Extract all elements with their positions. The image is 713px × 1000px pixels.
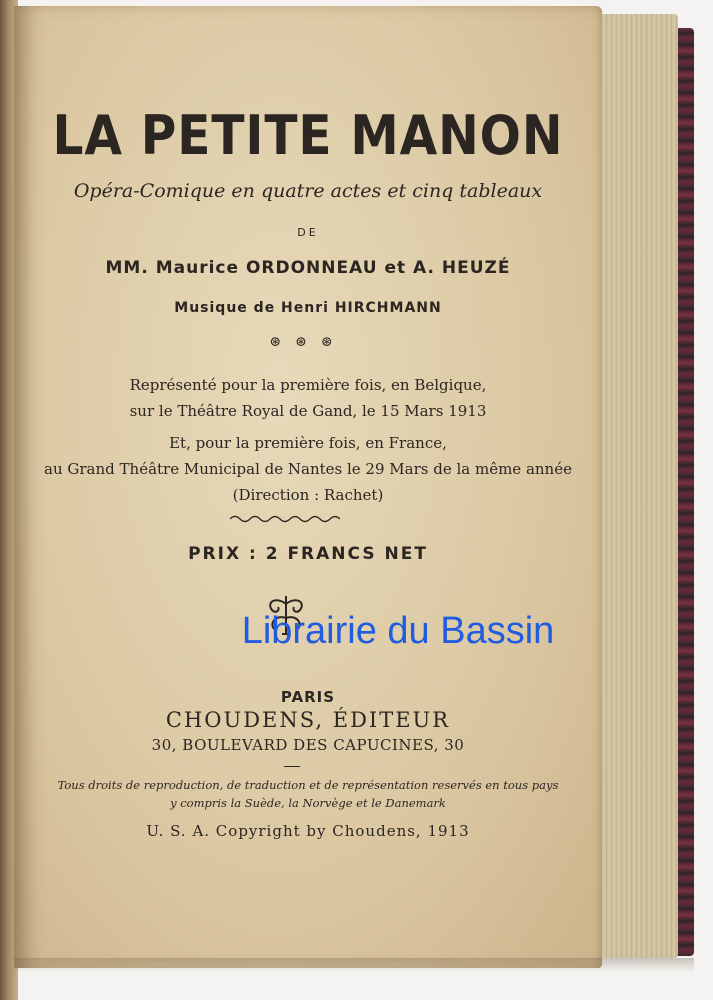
wavy-rule [230, 514, 340, 524]
premiere-line-3: Et, pour la première fois, en France, [169, 434, 447, 452]
book-shadow [14, 958, 694, 972]
page-title: LA PETITE MANON [52, 104, 564, 167]
publisher-name: CHOUDENS, ÉDITEUR [165, 708, 451, 732]
copyright-line: U. S. A. Copyright by Choudens, 1913 [146, 822, 470, 840]
music-credit: Musique de Henri HIRCHMANN [174, 300, 442, 316]
page-stack [598, 14, 678, 958]
ornament-row [14, 334, 602, 350]
premiere-line-5: (Direction : Rachet) [232, 486, 384, 504]
ornament-icon: ⊛ [295, 334, 321, 350]
divider [284, 766, 300, 767]
publisher-city: PARIS [280, 688, 336, 706]
subtitle: Opéra-Comique en quatre actes et cinq tableaux [73, 180, 543, 202]
watermark: Librairie du Bassin [241, 610, 555, 652]
publisher-address: 30, BOULEVARD DES CAPUCINES, 30 [151, 736, 465, 754]
ornament-icon: ⊛ [320, 334, 347, 350]
price-line: PRIX : 2 FRANCS NET [188, 544, 428, 564]
de-label: DE [297, 226, 319, 239]
authors-line: MM. Maurice ORDONNEAU et A. HEUZÉ [105, 258, 511, 278]
premiere-line-2: sur le Théâtre Royal de Gand, le 15 Mars 1913 [129, 402, 487, 420]
ornament-icon: ⊛ [269, 334, 296, 350]
premiere-line-4: au Grand Théâtre Municipal de Nantes le 29 Mars de la même année [44, 460, 572, 478]
rights-line-1: Tous droits de reproduction, de traduction et de représentation reservés en tous pays [57, 778, 559, 792]
rights-line-2: y compris la Suède, la Norvège et le Danemark [170, 796, 446, 810]
premiere-line-1: Représenté pour la première fois, en Belgique, [129, 376, 487, 394]
